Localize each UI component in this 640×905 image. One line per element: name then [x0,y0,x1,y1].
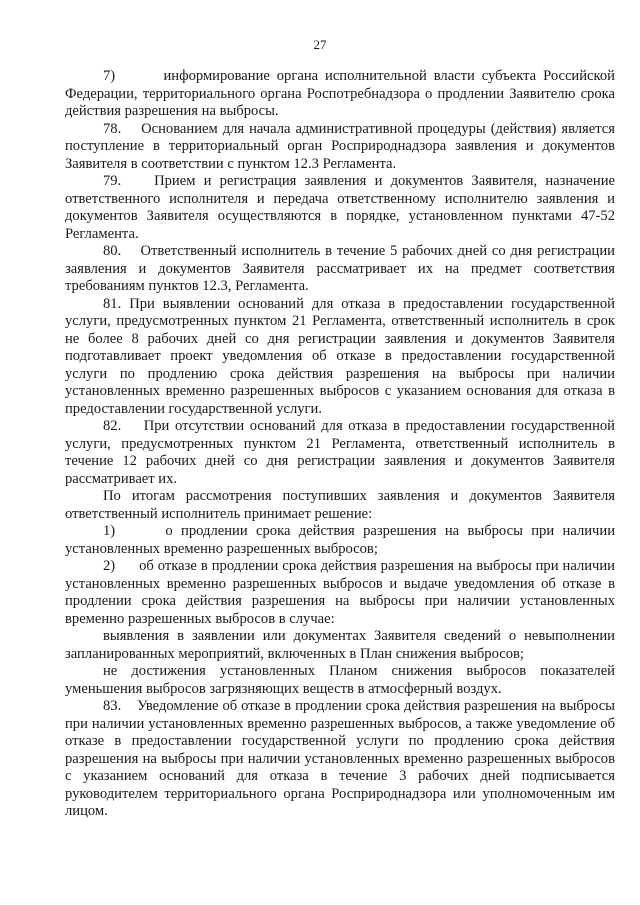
page-number: 27 [313,37,327,52]
paragraph-78: 78. Основанием для начала административной процедуры (действия) является поступление в территориальный орган Росприроднадзора заявления и документов Заявителя в соответствии с пунктом 12.3 Регламента. [65,120,615,172]
paragraph-decision-1: 1) о продлении срока действия разрешения на выбросы при наличии установленных временно разрешенных выбросов; [65,523,615,557]
paragraph-decision-intro: По итогам рассмотрения поступивших заявления и документов Заявителя ответственный исполнитель принимает решение: [65,488,615,522]
paragraph-80: 80. Ответственный исполнитель в течение 5 рабочих дней со дня регистрации заявления и документов Заявителя рассматривает их на предмет соответствия требованиям пунктов 12.3, Регламента. [65,243,615,294]
paragraph-81: 81. При выявлении оснований для отказа в предоставлении государственной услуги, предусмотренных пунктом 21 Регламента, ответственный исполнитель в срок не более 8 рабочих дней со дня регистрации заявления и документов Заявителя подготавливает проект уведомления об отказе в предоставлении государственной услуги по продлению срока действия разрешения на выбросы при наличии установленных временно разрешенных выбросов с указанием основания для отказа в предоставлении государственной услуги. [65,295,615,417]
paragraph-83: 83. Уведомление об отказе в продлении срока действия разрешения на выбросы при наличии установленных временно разрешенных выбросов, а также уведомление об отказе в предоставлении государственной услуги по продлению срока действия разрешения на выбросы при наличии установленных временно разрешенных выбросов с указанием оснований для отказа в течение 3 рабочих дней подписывается руководителем территориального органа Росприроднадзора или уполномоченным им лицом. [65,698,615,819]
paragraph-item-7: 7) информирование органа исполнительной власти субъекта Российской Федерации, территориального органа Роспотребнадзора о продлении Заявителю срока действия разрешения на выбросы. [65,68,615,119]
paragraph-case-not-achieved: не достижения установленных Планом снижения выбросов показателей уменьшения выбросов загрязняющих веществ в атмосферный воздух. [65,663,615,697]
paragraph-79: 79. Прием и регистрация заявления и документов Заявителя, назначение ответственного исполнителя и передача ответственному исполнителю заявления и документов Заявителя осуществляются в порядке, установленном пунктами 47-52 Регламента. [65,173,615,242]
paragraph-decision-2: 2) об отказе в продлении срока действия разрешения на выбросы при наличии установленных временно разрешенных выбросов и выдаче уведомления об отказе в продлении срока действия разрешения на выбросы при наличии установленных временно разрешенных выбросов в случае: [65,558,615,627]
paragraph-82: 82. При отсутствии оснований для отказа в предоставлении государственной услуги, предусмотренных пунктом 21 Регламента, ответственный исполнитель в течение 12 рабочих дней со дня регистрации заявления и документов Заявителя рассматривает их. [65,418,615,487]
document-body [65,68,615,821]
paragraph-case-violation: выявления в заявлении или документах Заявителя сведений о невыполнении запланированных мероприятий, включенных в План снижения выбросов; [65,628,615,662]
